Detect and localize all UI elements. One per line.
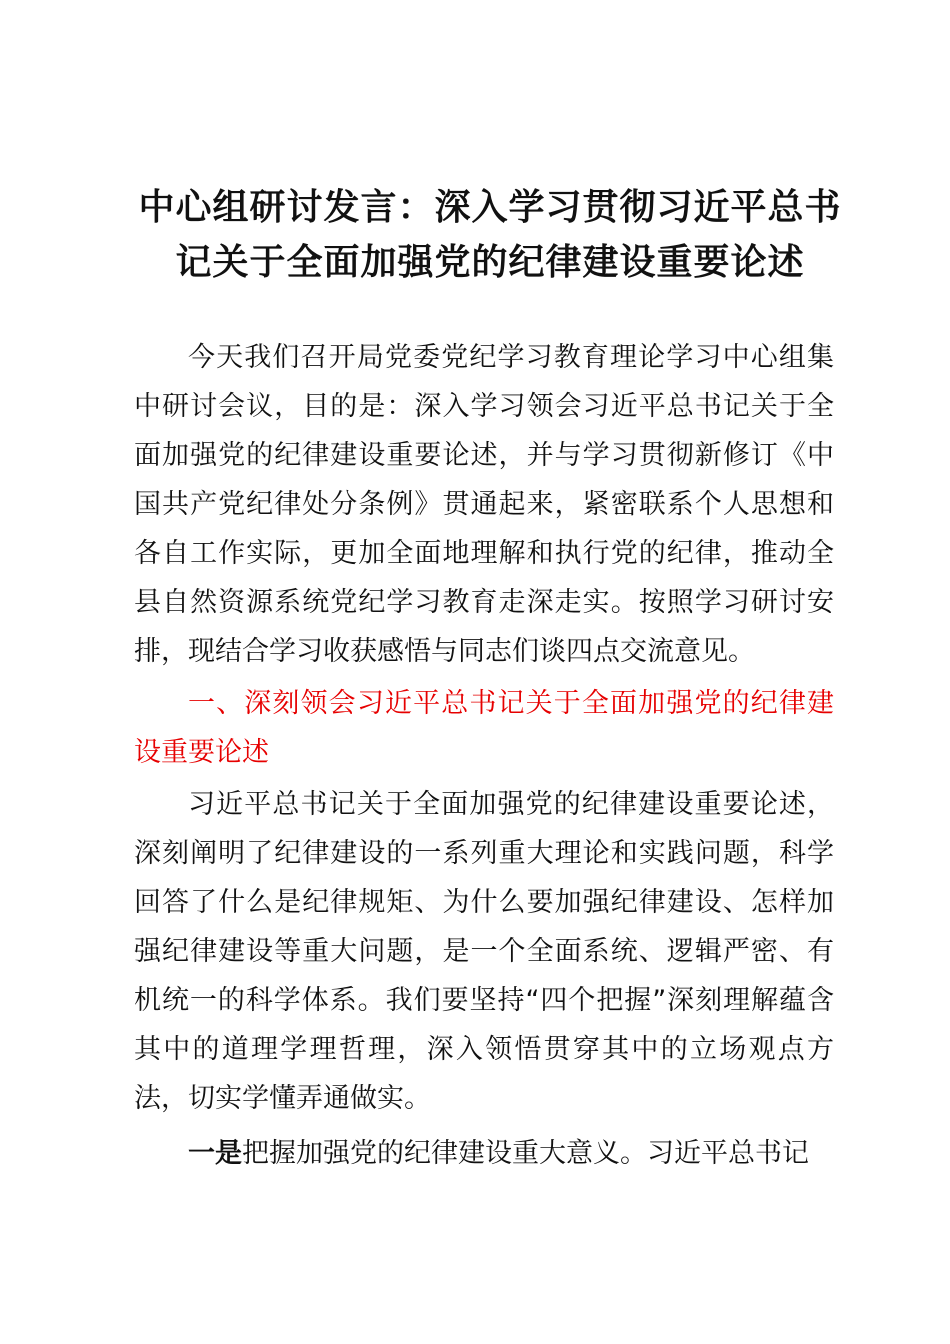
section-1-paragraph: 习近平总书记关于全面加强党的纪律建设重要论述，深刻阐明了纪律建设的一系列重大理论和实践问题，科学回答了什么是纪律规矩、为什么要加强纪律建设、怎样加强纪律建设等重大问题，是一个全面系统、逻辑严密、有机统一的科学体系。我们要坚持“四个把握”深刻理解蕴含其中的道理学理哲理，深入领悟贯穿其中的立场观点方法，切实学懂弄通做实。 <box>134 789 834 1114</box>
point-1-lead: 一是 <box>188 1138 242 1169</box>
title-line-2: 记关于全面加强党的纪律建设重要论述 <box>175 242 805 283</box>
section-heading-1: 一、深刻领会习近平总书记关于全面加强党的纪律建设重要论述 <box>134 688 834 768</box>
point-1-paragraph <box>134 1129 834 1178</box>
intro-paragraph: 今天我们召开局党委党纪学习教育理论学习中心组集中研讨会议，目的是：深入学习领会习近平总书记关于全面加强党的纪律建设重要论述，并与学习贯彻新修订《中国共产党纪律处分条例》贯通起来，紧密联系个人思想和各自工作实际，更加全面地理解和执行党的纪律，推动全县自然资源系统党纪学习教育走深走实。按照学习研讨安排，现结合学习收获感悟与同志们谈四点交流意见。 <box>134 342 834 667</box>
document-title <box>120 180 860 290</box>
point-1-text: 把握加强党的纪律建设重大意义。习近平总书记 <box>242 1138 809 1169</box>
title-line-1: 中心组研讨发言：深入学习贯彻习近平总书 <box>138 187 842 228</box>
document-body <box>134 333 834 1178</box>
